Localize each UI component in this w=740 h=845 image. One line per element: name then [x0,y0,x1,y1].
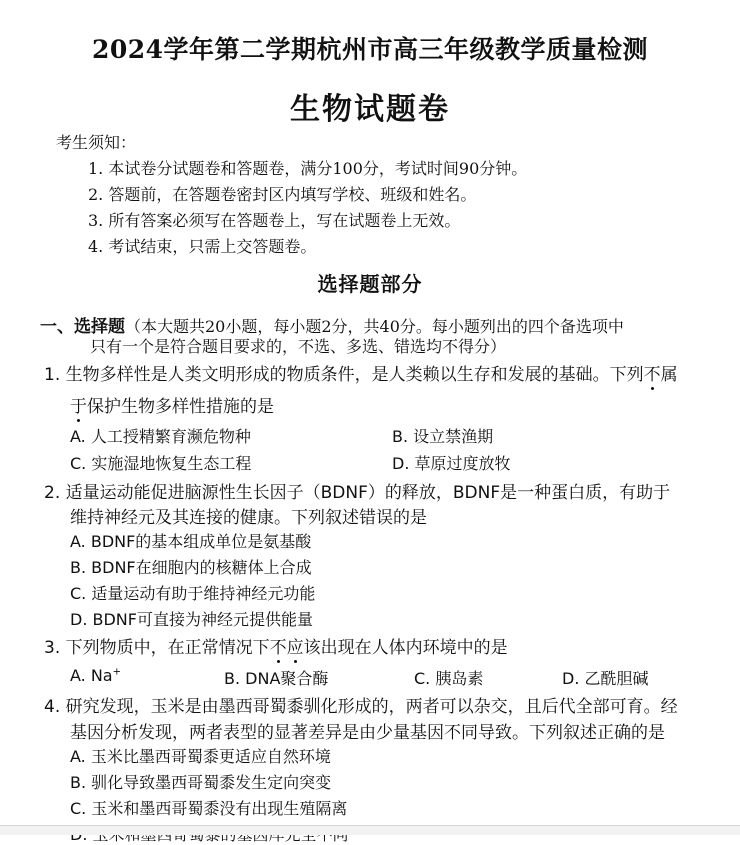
q3-option-a-superscript: + [112,666,121,678]
question-1-stem [44,360,678,385]
q1-option-b: B. 设立禁渔期 [392,427,494,446]
q3-option-a [70,666,121,685]
part-description: （本大题共20小题，每小题2分，共40分。每小题列出的四个备选项中 [125,317,624,336]
notice-item: 3. 所有答案必须写在答题卷上，写在试题卷上无效。 [88,211,461,230]
q1-text: 保护生物多样性措施的是 [87,397,274,417]
q1-text: 属 [660,365,678,385]
question-4-stem: 4. 研究发现，玉米是由墨西哥蜀黍驯化形成的，两者可以杂交，且后代全部可育。经 [44,697,678,717]
q1-text: 1. 生物多样性是人类文明形成的物质条件，是人类赖以生存和发展的基础。下列 [44,365,644,385]
emphasis-char: 不 [270,633,287,658]
question-2-stem: 2. 适量运动能促进脑源性生长因子（BDNF）的释放，BDNF是一种蛋白质，有助于 [44,483,671,503]
q2-option-d: D. BDNF可直接为神经元提供能量 [70,610,313,629]
q2-option-c: C. 适量运动有助于维持神经元功能 [70,584,316,603]
notice-item: 2. 答题前，在答题卷密封区内填写学校、班级和姓名。 [88,185,477,204]
notice-item: 1. 本试卷分试题卷和答题卷，满分100分，考试时间90分钟。 [88,159,528,178]
section-title: 选择题部分 [317,272,423,296]
notice-item: 4. 考试结束，只需上交答题卷。 [88,237,317,256]
exam-title: 2024学年第二学期杭州市高三年级教学质量检测 [91,35,649,64]
notice-heading: 考生须知： [56,133,137,152]
q4-option-c: C. 玉米和墨西哥蜀黍没有出现生殖隔离 [70,799,348,818]
q3-text: 该出现在人体内环境中的是 [303,638,508,658]
q2-option-b: B. BDNF在细胞内的核糖体上合成 [70,558,312,577]
q3-option-d: D. 乙酰胆碱 [562,669,649,688]
q1-option-d: D. 草原过度放牧 [392,454,511,473]
emphasis-char: 应 [287,633,304,658]
q1-option-a: A. 人工授精繁育濒危物种 [70,427,251,446]
q3-option-a-text: A. Na [70,666,113,685]
emphasis-char: 于 [70,392,87,417]
q2-option-a: A. BDNF的基本组成单位是氨基酸 [70,532,312,551]
question-3-stem [44,633,508,658]
q4-option-b: B. 驯化导致墨西哥蜀黍发生定向突变 [70,773,332,792]
part-label: 一、选择题 [40,317,125,337]
question-2-stem-cont: 维持神经元及其连接的健康。下列叙述错误的是 [70,508,427,528]
q3-text: 3. 下列物质中，在正常情况下 [44,638,270,658]
q1-option-c: C. 实施湿地恢复生态工程 [70,454,252,473]
q4-option-a: A. 玉米比墨西哥蜀黍更适应自然环境 [70,747,331,766]
question-1-stem-cont [70,392,274,417]
question-4-stem-cont: 基因分析发现，两者表型的显著差异是由少量基因不同导致。下列叙述正确的是 [70,723,665,743]
q3-option-c: C. 胰岛素 [414,669,484,688]
q3-option-b: B. DNA聚合酶 [224,669,329,688]
emphasis-char: 不 [644,360,661,385]
part-description-cont: 只有一个是符合题目要求的，不选、多选、错选均不得分） [90,337,507,356]
exam-subtitle: 生物试题卷 [290,92,450,127]
